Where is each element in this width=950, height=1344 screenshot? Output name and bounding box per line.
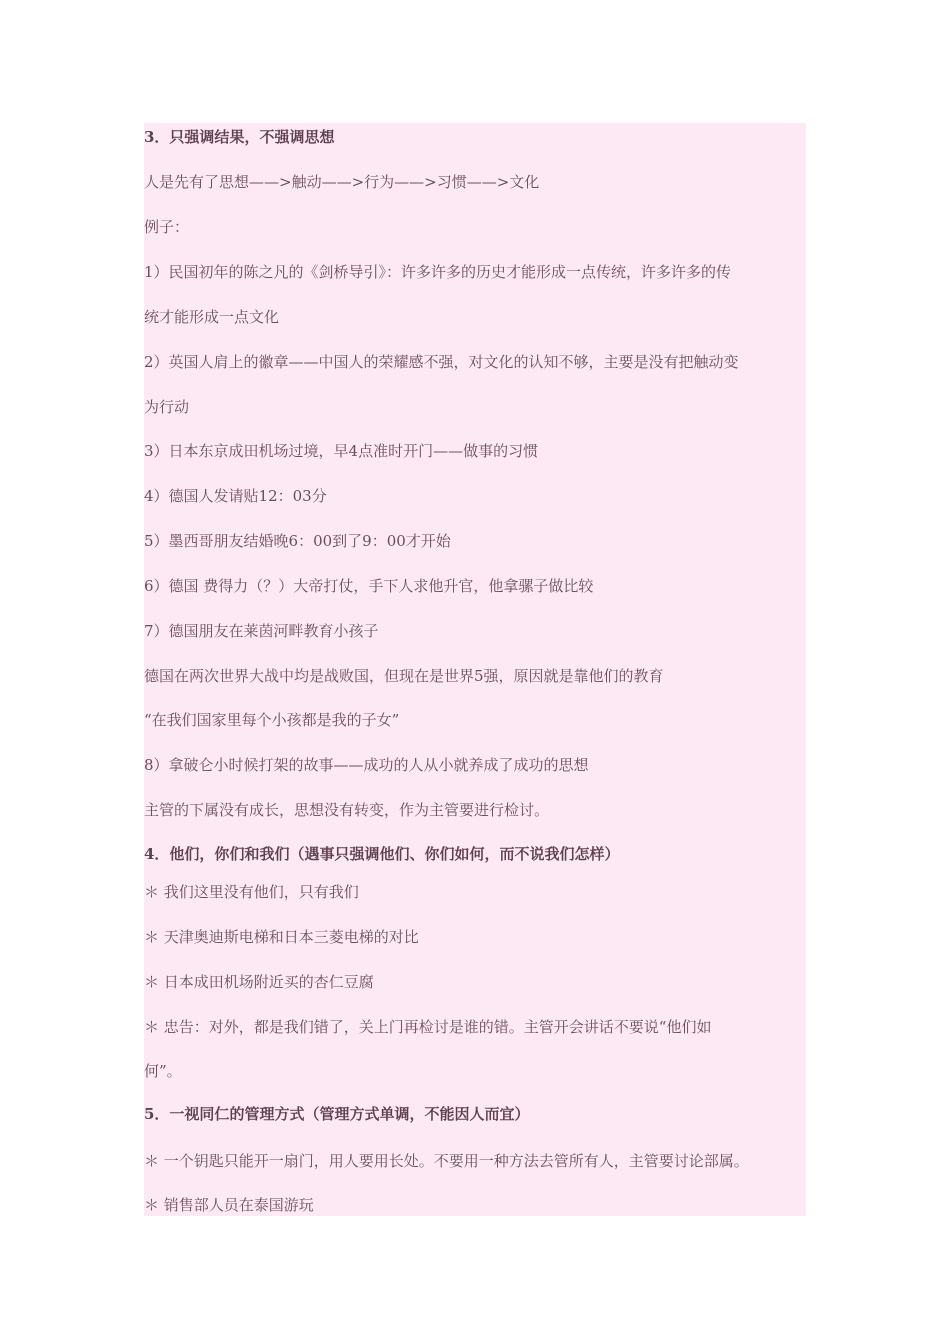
bullet-item: ＊ 日本成田机场附近买的杏仁豆腐 <box>144 973 374 991</box>
list-item: 3）日本东京成田机场过境，早4点准时开门——做事的习惯 <box>144 442 539 460</box>
list-item: 1）民国初年的陈之凡的《剑桥导引》：许多许多的历史才能形成一点传统，许多许多的传 <box>144 263 732 281</box>
bullet-item: ＊ 天津奥迪斯电梯和日本三菱电梯的对比 <box>144 928 419 946</box>
list-item-continued: 为行动 <box>144 398 190 416</box>
paragraph-line: 例子： <box>144 218 190 236</box>
section-heading-4: 4．他们，你们和我们（遇事只强调他们、你们如何，而不说我们怎样） <box>144 845 620 863</box>
quote-line: “在我们国家里每个小孩都是我的子女” <box>144 711 400 729</box>
paragraph-line: 主管的下属没有成长，思想没有转变，作为主管要进行检讨。 <box>144 801 550 819</box>
list-item: 5）墨西哥朋友结婚晚6：00到了9：00才开始 <box>144 532 451 550</box>
list-item: 8）拿破仑小时候打架的故事——成功的人从小就养成了成功的思想 <box>144 756 589 774</box>
section-heading-5: 5．一视同仁的管理方式（管理方式单调，不能因人而宜） <box>144 1105 530 1123</box>
list-item: 4）德国人发请贴12：03分 <box>144 487 327 505</box>
paragraph-line: 德国在两次世界大战中均是战败国，但现在是世界5强，原因就是靠他们的教育 <box>144 667 664 685</box>
list-item: 7）德国朋友在莱茵河畔教育小孩子 <box>144 622 379 640</box>
list-item: 2）英国人肩上的徽章——中国人的荣耀感不强，对文化的认知不够，主要是没有把触动变 <box>144 353 739 371</box>
paragraph-line: 人是先有了思想——>触动——>行为——>习惯——>文化 <box>144 173 540 191</box>
bullet-item: ＊ 我们这里没有他们，只有我们 <box>144 883 359 901</box>
bullet-item-continued: 何”。 <box>144 1062 182 1080</box>
document-body <box>144 123 806 1216</box>
bullet-item: ＊ 忠告：对外，都是我们错了，关上门再检讨是谁的错。主管开会讲话不要说“他们如 <box>144 1018 712 1036</box>
section-heading-3: 3．只强调结果，不强调思想 <box>144 128 335 146</box>
list-item-continued: 统才能形成一点文化 <box>144 308 280 326</box>
list-item: 6）德国 费得力（？）大帝打仗，手下人求他升官，他拿骡子做比较 <box>144 577 594 595</box>
bullet-item: ＊ 一个钥匙只能开一扇门，用人要用长处。不要用一种方法去管所有人，主管要讨论部属。 <box>144 1152 749 1170</box>
bullet-item: ＊ 销售部人员在泰国游玩 <box>144 1196 314 1214</box>
